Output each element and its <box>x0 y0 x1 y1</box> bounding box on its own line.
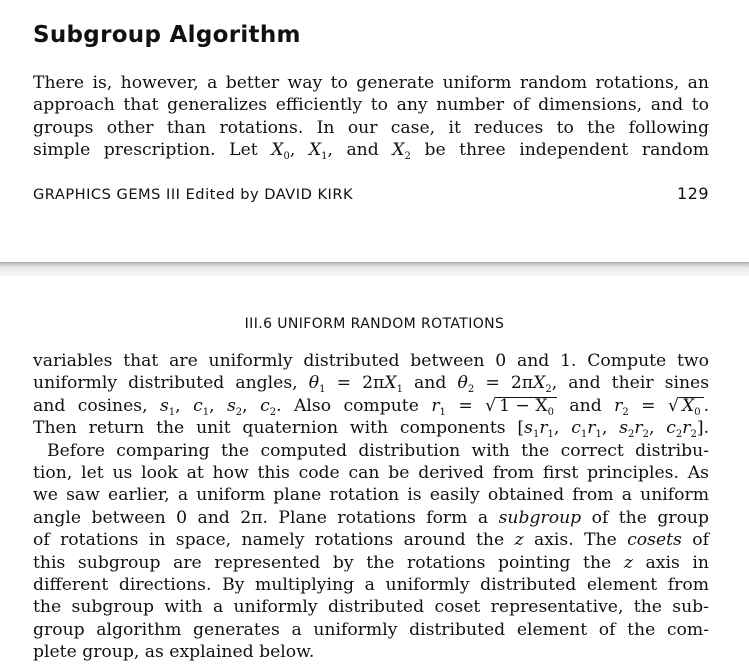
text-line: and cosines, $s_1$, $c_1$, $s_2$, $c_2$. Also compute $r_1$ = √ $1 - X_0$ and $r_2$ = √ $X_0$ . <box>33 395 710 418</box>
footer-source: GRAPHICS GEMS III Edited by DAVID KIRK <box>33 186 354 203</box>
text-line: angle between 0 and 2π. Plane rotations form a subgroup of the group <box>33 507 709 528</box>
page-bottom <box>0 276 749 664</box>
text-line: groups other than rotations. In our case, it reduces to the following <box>33 117 709 138</box>
page-top <box>0 0 749 262</box>
paragraph-top <box>33 72 709 162</box>
text-line: simple prescription. Let $X_0$, $X_1$, and $X_2$ be three independent random <box>33 140 710 163</box>
text-line: this subgroup are represented by the rotations pointing the z axis in <box>33 552 709 573</box>
text-line: the subgroup with a uniformly distributed coset representative, the sub- <box>33 597 709 618</box>
text-line: variables that are uniformly distributed between 0 and 1. Compute two <box>33 351 709 371</box>
page-footer <box>33 186 709 203</box>
running-head: III.6 UNIFORM RANDOM ROTATIONS <box>244 316 505 332</box>
text-line: we saw earlier, a uniform plane rotation is easily obtained from a uniform <box>33 485 709 506</box>
page-break <box>0 262 749 276</box>
text-line: Before comparing the computed distribution with the correct distribu- <box>47 440 709 461</box>
paragraph-bottom <box>33 350 709 663</box>
text-line: Then return the unit quaternion with components [$s_1r_1$, $c_1r_1$, $s_2r_2$, $c_2r_2$]. <box>33 418 710 441</box>
text-line: of rotations in space, namely rotations around the z axis. The cosets of <box>33 530 709 551</box>
text-line: different directions. By multiplying a uniformly distributed element from <box>33 574 709 595</box>
text-line: There is, however, a better way to generate uniform random rotations, an <box>33 73 709 93</box>
text-line: approach that generalizes efficiently to any number of dimensions, and to <box>33 95 709 116</box>
text-line: plete group, as explained below. <box>33 642 315 663</box>
section-heading: Subgroup Algorithm <box>33 22 301 48</box>
text-line: tion, let us look at how this code can be derived from first principles. As <box>33 462 709 483</box>
text-line: uniformly distributed angles, $\theta_1 = 2\pi X_1$ and $\theta_2 = 2\pi X_2$, and their sines <box>33 373 710 396</box>
text-line: group algorithm generates a uniformly distributed element of the com- <box>33 619 709 640</box>
page-number: 129 <box>676 184 709 203</box>
